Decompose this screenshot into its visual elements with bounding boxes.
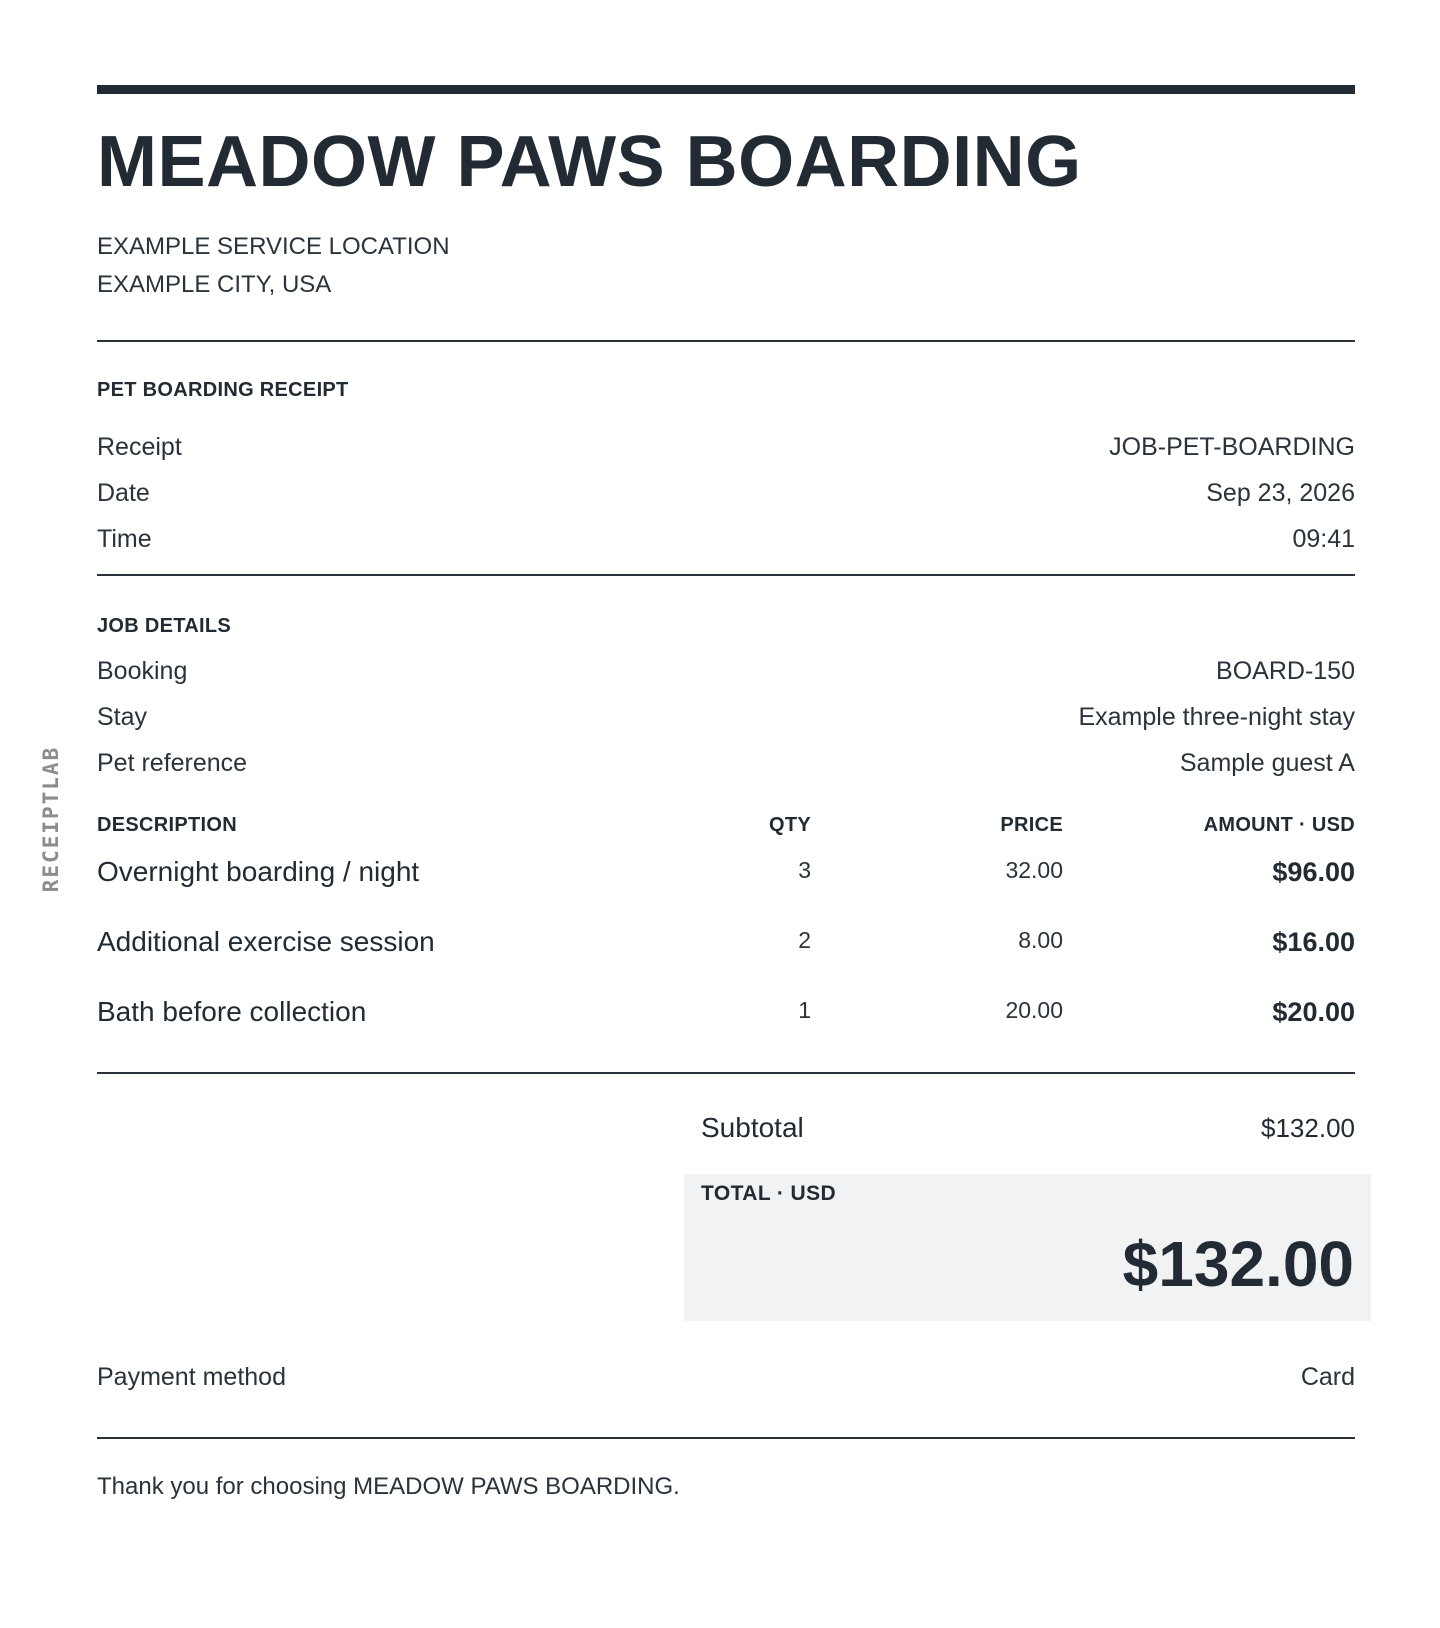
pet-reference-label: Pet reference <box>97 749 248 777</box>
item-qty: 1 <box>798 997 811 1023</box>
divider <box>97 340 1355 342</box>
stay-label: Stay <box>97 703 148 731</box>
job-details <box>97 648 1355 786</box>
item-description: Bath before collection <box>97 996 367 1027</box>
divider <box>97 1437 1355 1439</box>
item-amount: $20.00 <box>1272 997 1355 1027</box>
date-value: Sep 23, 2026 <box>1206 479 1355 507</box>
time-value: 09:41 <box>1292 525 1355 553</box>
total-value: $132.00 <box>1122 1228 1354 1300</box>
divider <box>97 574 1355 576</box>
receipt <box>97 85 1355 1505</box>
address-line-1: EXAMPLE SERVICE LOCATION <box>97 233 450 260</box>
booking-value: BOARD-150 <box>1216 657 1355 685</box>
address-line-2: EXAMPLE CITY, USA <box>97 271 332 298</box>
total-label: TOTAL · USD <box>701 1182 837 1205</box>
stay-row <box>97 694 1355 740</box>
items-header <box>97 810 1355 840</box>
job-section-title: JOB DETAILS <box>97 615 232 637</box>
amount-header: AMOUNT · USD <box>1203 814 1355 836</box>
subtotal-label: Subtotal <box>701 1112 804 1143</box>
receipt-info <box>97 424 1355 562</box>
item-qty: 3 <box>798 857 811 883</box>
pet-reference-row <box>97 740 1355 786</box>
subtotal-value: $132.00 <box>1261 1113 1355 1143</box>
top-bar <box>97 85 1355 94</box>
pet-reference-value: Sample guest A <box>1179 749 1355 777</box>
thank-you-message: Thank you for choosing MEADOW PAWS BOARDING. <box>97 1473 680 1500</box>
stay-value: Example three-night stay <box>1078 703 1355 731</box>
price-header: PRICE <box>1000 814 1063 836</box>
date-row <box>97 470 1355 516</box>
item-qty: 2 <box>798 927 811 953</box>
item-price: 32.00 <box>1005 857 1063 883</box>
payment-method-label: Payment method <box>97 1363 286 1391</box>
line-item <box>97 990 1355 1060</box>
payment-method-row <box>97 1357 1355 1397</box>
business-name: MEADOW PAWS BOARDING <box>97 122 1082 202</box>
line-item <box>97 850 1355 920</box>
item-description: Overnight boarding / night <box>97 856 420 887</box>
line-item <box>97 920 1355 990</box>
date-label: Date <box>97 479 150 507</box>
subtotal-row <box>701 1108 1355 1148</box>
item-price: 8.00 <box>1018 927 1063 953</box>
total-box <box>684 1174 1371 1321</box>
description-header: DESCRIPTION <box>97 814 237 836</box>
booking-row <box>97 648 1355 694</box>
item-amount: $16.00 <box>1272 927 1355 957</box>
receipt-number-value: JOB-PET-BOARDING <box>1109 433 1355 461</box>
business-address <box>97 228 1355 304</box>
item-description: Additional exercise session <box>97 926 435 957</box>
receipt-section-title: PET BOARDING RECEIPT <box>97 379 349 401</box>
line-items <box>97 850 1355 1060</box>
booking-label: Booking <box>97 657 188 685</box>
item-price: 20.00 <box>1005 997 1063 1023</box>
watermark: RECEIPTLAB <box>39 745 63 893</box>
qty-header: QTY <box>768 814 811 836</box>
time-label: Time <box>97 525 152 553</box>
receipt-number-row <box>97 424 1355 470</box>
receipt-number-label: Receipt <box>97 433 182 461</box>
divider <box>97 1072 1355 1074</box>
time-row <box>97 516 1355 562</box>
item-amount: $96.00 <box>1272 857 1355 887</box>
payment-method-value: Card <box>1300 1363 1355 1391</box>
